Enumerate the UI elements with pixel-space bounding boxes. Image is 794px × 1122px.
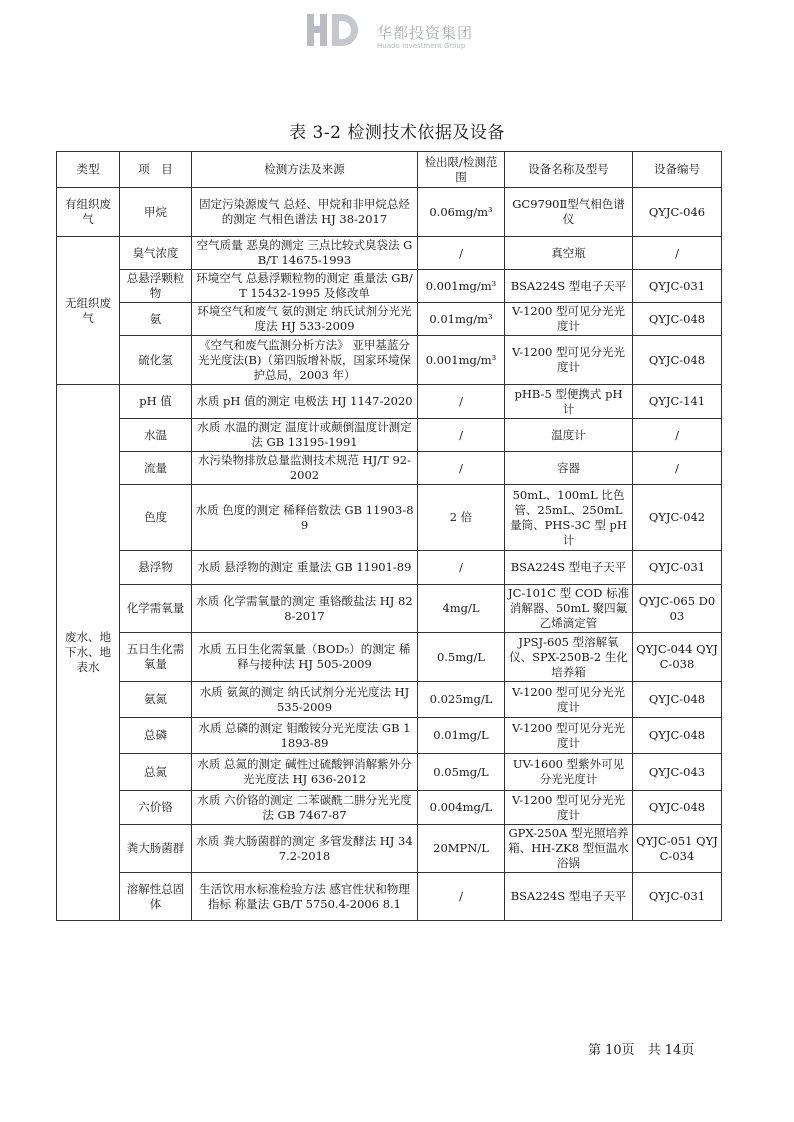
header-cell: 类型 xyxy=(57,152,120,188)
method-cell: 水质 色度的测定 稀释倍数法 GB 11903-89 xyxy=(192,485,418,551)
device-cell: JC-101C 型 COD 标准消解器、50mL 聚四氟乙烯滴定管 xyxy=(505,585,633,633)
device-cell: UV-1600 型紫外可见分光光度计 xyxy=(505,754,633,791)
header-cell: 设备编号 xyxy=(633,152,722,188)
type-cell: 无组织废气 xyxy=(57,237,120,385)
item-cell: 色度 xyxy=(120,485,192,551)
item-cell: pH 值 xyxy=(120,385,192,419)
code-cell: / xyxy=(633,452,722,485)
method-cell: 空气质量 恶臭的测定 三点比较式臭袋法 GB/T 14675-1993 xyxy=(192,237,418,270)
device-cell: 真空瓶 xyxy=(505,237,633,270)
method-cell: 水质 粪大肠菌群的测定 多管发酵法 HJ 347.2-2018 xyxy=(192,825,418,873)
code-cell: QYJC-044 QYJC-038 xyxy=(633,633,722,682)
table-header-row xyxy=(57,152,722,188)
item-cell: 硫化氢 xyxy=(120,336,192,385)
item-cell: 流量 xyxy=(120,452,192,485)
item-cell: 总磷 xyxy=(120,718,192,754)
logo-english-name: Huadu Investment Group xyxy=(377,42,466,50)
limit-cell: / xyxy=(418,551,505,585)
code-cell: QYJC-141 xyxy=(633,385,722,419)
limit-cell: 0.01mg/L xyxy=(418,718,505,754)
item-cell: 氨 xyxy=(120,303,192,336)
item-cell: 总氮 xyxy=(120,754,192,791)
method-cell: 水质 pH 值的测定 电极法 HJ 1147-2020 xyxy=(192,385,418,419)
code-cell: QYJC-046 xyxy=(633,188,722,237)
limit-cell: 0.01mg/m³ xyxy=(418,303,505,336)
code-cell: QYJC-048 xyxy=(633,718,722,754)
method-cell: 水质 氨氮的测定 纳氏试剂分光光度法 HJ 535-2009 xyxy=(192,682,418,718)
device-cell: GPX-250A 型光照培养箱、HH-ZK8 型恒温水浴锅 xyxy=(505,825,633,873)
code-cell: QYJC-048 xyxy=(633,336,722,385)
limit-cell: 0.06mg/m³ xyxy=(418,188,505,237)
device-cell: V-1200 型可见分光光度计 xyxy=(505,682,633,718)
table-row xyxy=(57,237,722,270)
item-cell: 粪大肠菌群 xyxy=(120,825,192,873)
limit-cell: 0.025mg/L xyxy=(418,682,505,718)
table-row xyxy=(57,336,722,385)
limit-cell: 0.05mg/L xyxy=(418,754,505,791)
limit-cell: / xyxy=(418,452,505,485)
table-row xyxy=(57,385,722,419)
method-cell: 水质 总磷的测定 钼酸铵分光光度法 GB 11893-89 xyxy=(192,718,418,754)
limit-cell: 0.5mg/L xyxy=(418,633,505,682)
table-row xyxy=(57,754,722,791)
table-row xyxy=(57,825,722,873)
limit-cell: 0.001mg/m³ xyxy=(418,336,505,385)
item-cell: 氨氮 xyxy=(120,682,192,718)
device-cell: 50mL、100mL 比色管、25mL、250mL 量筒、PHS-3C 型 pH 计 xyxy=(505,485,633,551)
method-cell: 固定污染源废气 总烃、甲烷和非甲烷总烃的测定 气相色谱法 HJ 38-2017 xyxy=(192,188,418,237)
device-cell: pHB-5 型便携式 pH 计 xyxy=(505,385,633,419)
device-cell: V-1200 型可见分光光度计 xyxy=(505,718,633,754)
table-row xyxy=(57,718,722,754)
type-cell: 废水、地下水、地表水 xyxy=(57,385,120,921)
code-cell: QYJC-031 xyxy=(633,873,722,921)
header-cell: 项 目 xyxy=(120,152,192,188)
header-cell: 设备名称及型号 xyxy=(505,152,633,188)
device-cell: JPSJ-605 型溶解氧仪、SPX-250B-2 生化培养箱 xyxy=(505,633,633,682)
hd-logo-icon xyxy=(305,10,365,50)
table-row xyxy=(57,188,722,237)
table-row xyxy=(57,551,722,585)
method-cell: 水质 水温的测定 温度计或颠倒温度计测定法 GB 13195-1991 xyxy=(192,419,418,452)
code-cell: QYJC-048 xyxy=(633,303,722,336)
limit-cell: 20MPN/L xyxy=(418,825,505,873)
code-cell: QYJC-051 QYJC-034 xyxy=(633,825,722,873)
method-cell: 水质 悬浮物的测定 重量法 GB 11901-89 xyxy=(192,551,418,585)
table-row xyxy=(57,873,722,921)
method-cell: 生活饮用水标准检验方法 感官性状和物理指标 称量法 GB/T 5750.4-2006 8.1 xyxy=(192,873,418,921)
code-cell: QYJC-065 D003 xyxy=(633,585,722,633)
method-cell: 水质 六价铬的测定 二苯碳酰二肼分光光度法 GB 7467-87 xyxy=(192,791,418,825)
device-cell: BSA224S 型电子天平 xyxy=(505,270,633,303)
code-cell: QYJC-031 xyxy=(633,270,722,303)
code-cell: QYJC-048 xyxy=(633,791,722,825)
code-cell: QYJC-048 xyxy=(633,682,722,718)
detection-table xyxy=(56,151,722,921)
table-row xyxy=(57,270,722,303)
code-cell: QYJC-031 xyxy=(633,551,722,585)
item-cell: 悬浮物 xyxy=(120,551,192,585)
table-title: 表 3-2 检测技术依据及设备 xyxy=(289,123,505,143)
method-cell: 环境空气 总悬浮颗粒物的测定 重量法 GB/T 15432-1995 及修改单 xyxy=(192,270,418,303)
table-row xyxy=(57,452,722,485)
code-cell: QYJC-043 xyxy=(633,754,722,791)
device-cell: 温度计 xyxy=(505,419,633,452)
limit-cell: / xyxy=(418,237,505,270)
code-cell: QYJC-042 xyxy=(633,485,722,551)
header-cell: 检出限/检测范围 xyxy=(418,152,505,188)
item-cell: 总悬浮颗粒物 xyxy=(120,270,192,303)
table-row xyxy=(57,791,722,825)
method-cell: 水污染物排放总量监测技术规范 HJ/T 92-2002 xyxy=(192,452,418,485)
company-logo xyxy=(305,10,475,50)
limit-cell: / xyxy=(418,873,505,921)
device-cell: V-1200 型可见分光光度计 xyxy=(505,791,633,825)
item-cell: 溶解性总固体 xyxy=(120,873,192,921)
device-cell: BSA224S 型电子天平 xyxy=(505,873,633,921)
item-cell: 六价铬 xyxy=(120,791,192,825)
limit-cell: 0.001mg/m³ xyxy=(418,270,505,303)
limit-cell: 2 倍 xyxy=(418,485,505,551)
item-cell: 水温 xyxy=(120,419,192,452)
method-cell: 水质 总氮的测定 碱性过硫酸钾消解紫外分光光度法 HJ 636-2012 xyxy=(192,754,418,791)
item-cell: 化学需氧量 xyxy=(120,585,192,633)
item-cell: 五日生化需氧量 xyxy=(120,633,192,682)
limit-cell: 0.004mg/L xyxy=(418,791,505,825)
method-cell: 《空气和废气监测分析方法》 亚甲基蓝分光光度法(B)（第四版增补版，国家环境保护总局，2003 年） xyxy=(192,336,418,385)
table-body xyxy=(57,188,722,921)
table-row xyxy=(57,485,722,551)
logo-chinese-name: 华都投资集团 xyxy=(377,24,474,42)
code-cell: / xyxy=(633,419,722,452)
device-cell: 容器 xyxy=(505,452,633,485)
header-cell: 检测方法及来源 xyxy=(192,152,418,188)
device-cell: V-1200 型可见分光光度计 xyxy=(505,336,633,385)
method-cell: 水质 化学需氧量的测定 重铬酸盐法 HJ 828-2017 xyxy=(192,585,418,633)
device-cell: GC9790Ⅱ型气相色谱仪 xyxy=(505,188,633,237)
limit-cell: / xyxy=(418,419,505,452)
method-cell: 环境空气和废气 氨的测定 纳氏试剂分光光度法 HJ 533-2009 xyxy=(192,303,418,336)
limit-cell: 4mg/L xyxy=(418,585,505,633)
table-row xyxy=(57,633,722,682)
code-cell: / xyxy=(633,237,722,270)
table-row xyxy=(57,419,722,452)
device-cell: V-1200 型可见分光光度计 xyxy=(505,303,633,336)
type-cell: 有组织废气 xyxy=(57,188,120,237)
table-row xyxy=(57,303,722,336)
limit-cell: / xyxy=(418,385,505,419)
device-cell: BSA224S 型电子天平 xyxy=(505,551,633,585)
page-number: 第 10页 共 14页 xyxy=(588,1043,695,1058)
table-row xyxy=(57,585,722,633)
table-row xyxy=(57,682,722,718)
item-cell: 甲烷 xyxy=(120,188,192,237)
method-cell: 水质 五日生化需氧量（BOD₅）的测定 稀释与接种法 HJ 505-2009 xyxy=(192,633,418,682)
item-cell: 臭气浓度 xyxy=(120,237,192,270)
